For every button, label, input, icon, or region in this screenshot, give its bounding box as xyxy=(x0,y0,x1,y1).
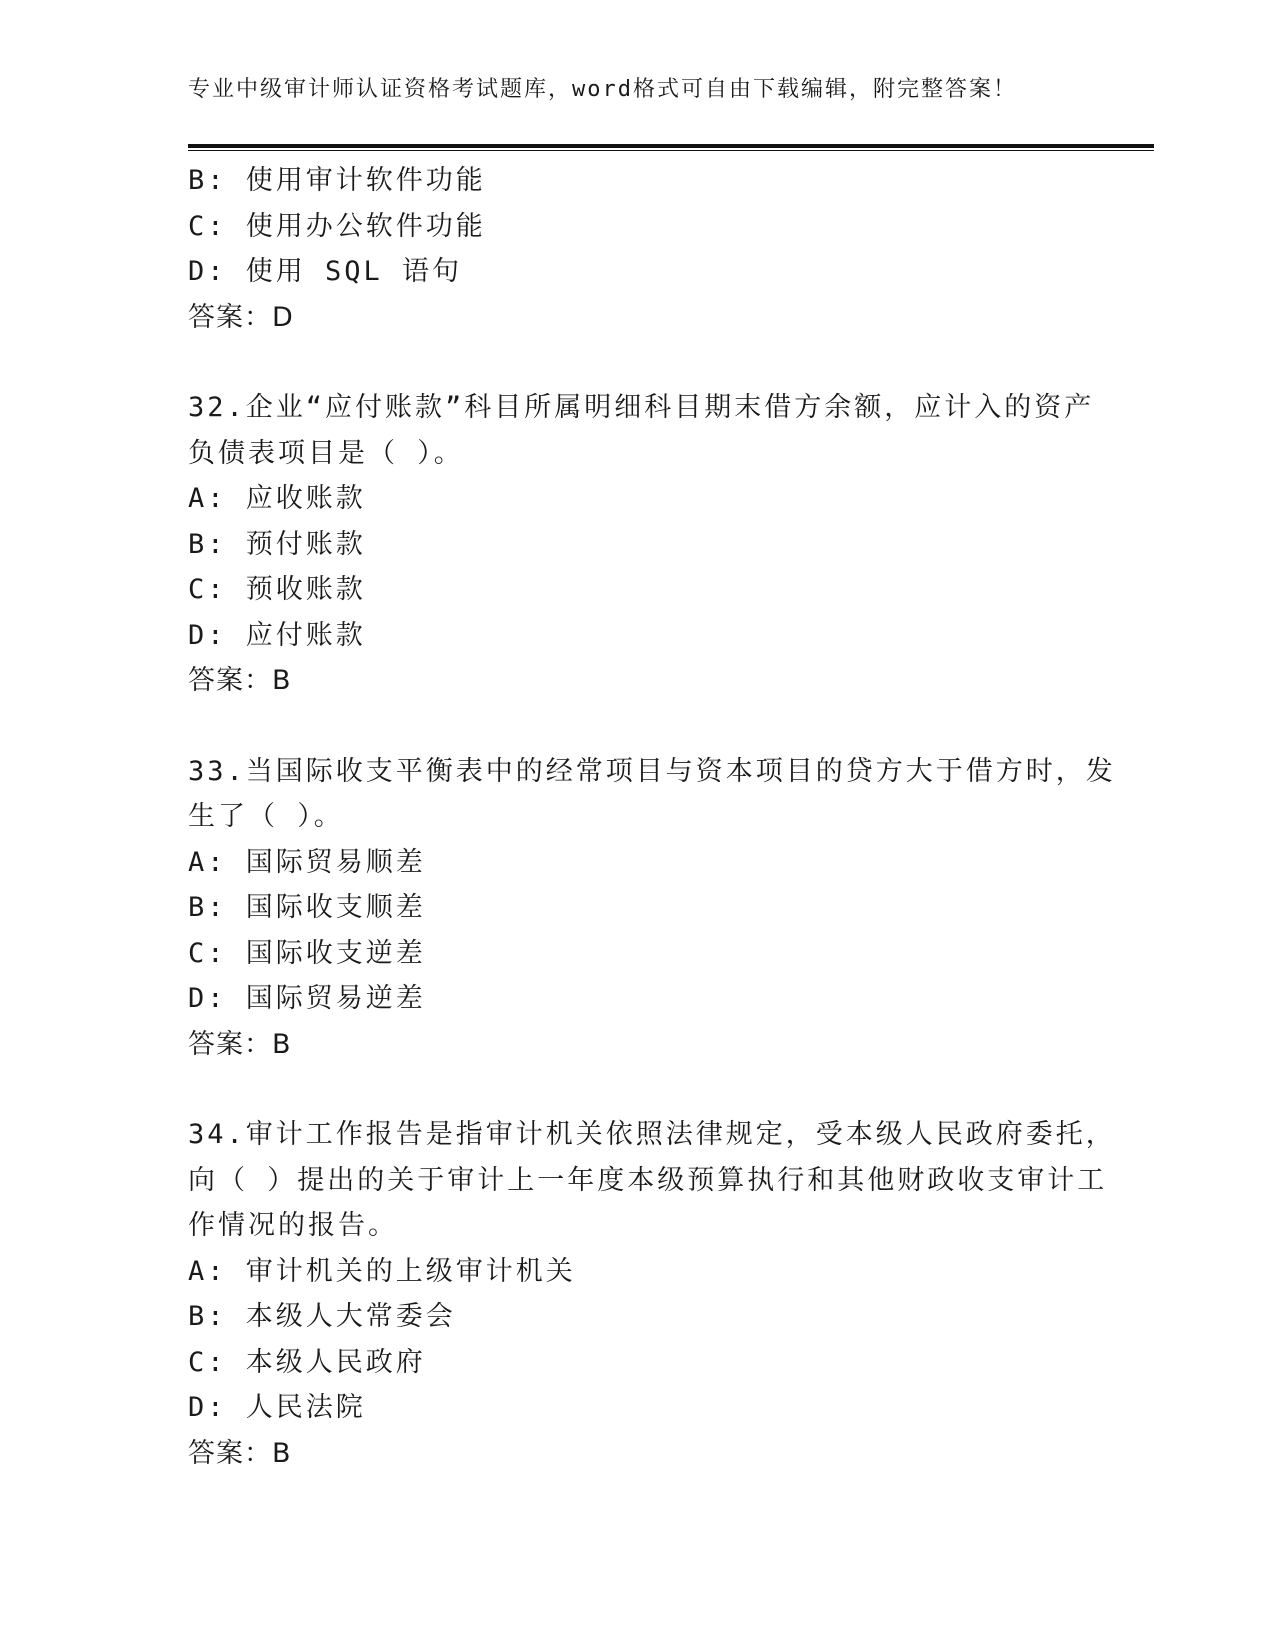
option-c: C: 国际收支逆差 xyxy=(188,937,426,969)
option-a: A: 应收账款 xyxy=(188,483,366,514)
option-b: B: 预付账款 xyxy=(188,528,366,560)
option-c: C: 本级人民政府 xyxy=(188,1346,426,1378)
question-stem-line: 34.审计工作报告是指审计机关依照法律规定，受本级人民政府委托， xyxy=(188,1119,1116,1150)
header-rule xyxy=(188,144,1154,148)
option-b: B: 使用审计软件功能 xyxy=(188,165,486,196)
option-d: D: 使用 SQL 语句 xyxy=(188,256,463,287)
question-stem-line: 33.当国际收支平衡表中的经常项目与资本项目的贷方大于借方时，发 xyxy=(188,755,1116,787)
option-c: C: 使用办公软件功能 xyxy=(188,210,486,242)
prev-question-block xyxy=(188,158,1108,340)
question-34 xyxy=(188,1112,1116,1476)
option-a: A: 审计机关的上级审计机关 xyxy=(188,1255,576,1287)
option-b: B: 国际收支顺差 xyxy=(188,892,426,923)
option-d: D: 人民法院 xyxy=(188,1392,366,1423)
option-a: A: 国际贸易顺差 xyxy=(188,846,426,878)
answer: 答案：B xyxy=(188,1028,292,1060)
option-b: B: 本级人大常委会 xyxy=(188,1301,456,1332)
page-header: 专业中级审计师认证资格考试题库，word格式可自由下载编辑，附完整答案！ xyxy=(188,77,1017,102)
option-d: D: 国际贸易逆差 xyxy=(188,983,426,1014)
question-32 xyxy=(188,385,1108,704)
option-c: C: 预收账款 xyxy=(188,574,366,605)
question-stem-line: 32.企业“应付账款”科目所属明细科目期末借方余额，应计入的资产 xyxy=(188,392,1095,423)
question-33 xyxy=(188,749,1116,1068)
question-stem-line: 作情况的报告。 xyxy=(188,1210,398,1241)
question-stem-line: 向（ ）提出的关于审计上一年度本级预算执行和其他财政收支审计工 xyxy=(188,1164,1108,1196)
answer: 答案：B xyxy=(188,665,292,696)
header-rule-thin xyxy=(188,150,1154,151)
answer: 答案：D xyxy=(188,301,294,333)
answer: 答案：B xyxy=(188,1437,292,1469)
question-stem-line: 生了（ ）。 xyxy=(188,801,344,832)
question-content xyxy=(188,158,1116,1476)
question-stem-line: 负债表项目是（ ）。 xyxy=(188,437,464,469)
option-d: D: 应付账款 xyxy=(188,619,366,651)
